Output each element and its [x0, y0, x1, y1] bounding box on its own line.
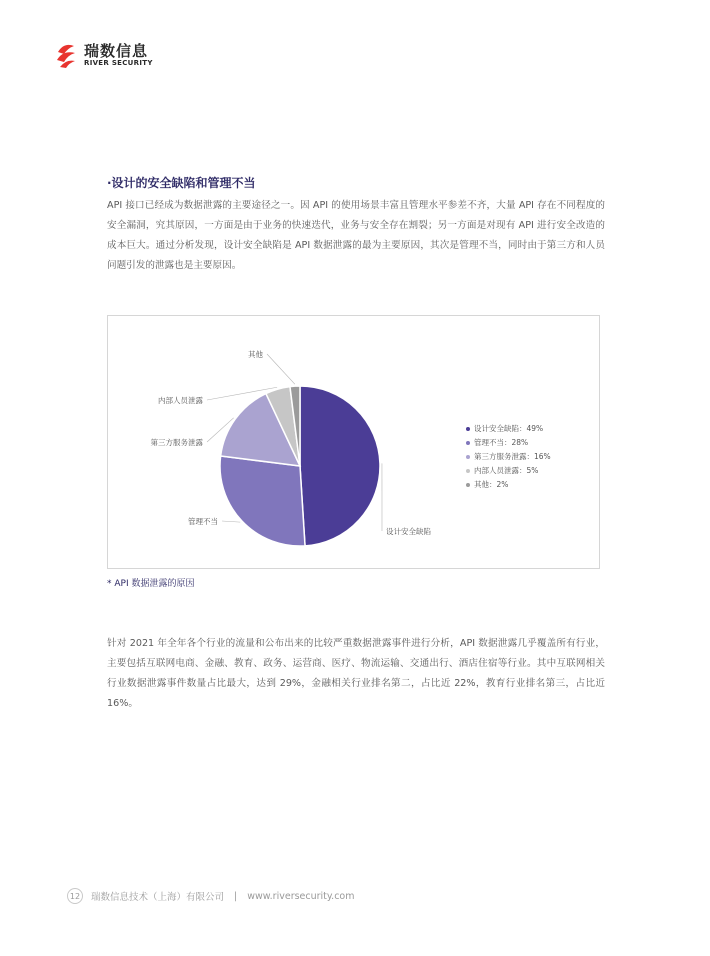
legend-dot-icon [466, 483, 470, 487]
company-logo [54, 40, 153, 70]
legend-dot-icon [466, 441, 470, 445]
figure-caption: * API 数据泄露的原因 [107, 579, 195, 589]
legend-label: 内部人员泄露：5% [474, 466, 539, 475]
legend-label: 设计安全缺陷：49% [474, 424, 544, 433]
pie-slice-1 [220, 456, 305, 546]
footer-separator: | [234, 890, 238, 902]
pie-chart-frame [107, 315, 600, 569]
page-number: 12 [67, 888, 83, 904]
slice-label-1: 管理不当 [188, 517, 218, 526]
legend-item-1 [466, 436, 551, 450]
section-title: ·设计的安全缺陷和管理不当 [107, 176, 256, 190]
legend-dot-icon [466, 469, 470, 473]
legend-dot-icon [466, 427, 470, 431]
logo-mark-icon [54, 40, 78, 70]
slice-label-0: 设计安全缺陷 [386, 527, 431, 536]
legend-dot-icon [466, 455, 470, 459]
leader-line-4 [267, 354, 295, 384]
footer-url[interactable]: www.riversecurity.com [247, 890, 355, 902]
legend-label: 其他：2% [474, 480, 509, 489]
page-footer [67, 888, 354, 904]
pie-slice-0 [300, 386, 380, 546]
legend-item-3 [466, 464, 551, 478]
slice-label-3: 内部人员泄露 [158, 396, 203, 405]
footer-company: 瑞数信息技术（上海）有限公司 [91, 892, 225, 903]
legend-item-4 [466, 478, 551, 492]
slice-label-4: 其他 [248, 350, 263, 359]
legend-label: 管理不当：28% [474, 438, 529, 447]
logo-chinese-text: 瑞数信息 [84, 41, 149, 60]
legend-item-2 [466, 450, 551, 464]
intro-paragraph: API 接口已经成为数据泄露的主要途径之一。因 API 的使用场景丰富且管理水平参差不齐，大量 API 存在不同程度的安全漏洞，究其原因，一方面是由于业务的快速迭代，业务与安全存在割裂；另一方面是对现有 API 进行安全改造的成本巨大。通过分析发现，设计安全缺陷是 API 数据泄露的最为主要原因，其次是管理不当，同时由于第三方和人员问题引发的泄露也是主要原因。 [107, 200, 605, 271]
leader-line-1 [222, 521, 240, 522]
logo-english-text: RIVER SECURITY [84, 58, 153, 67]
industry-paragraph: 针对 2021 年全年各个行业的流量和公布出来的比较严重数据泄露事件进行分析，API 数据泄露几乎覆盖所有行业，主要包括互联网电商、金融、教育、政务、运营商、医疗、物流运输、交通出行、酒店住宿等行业。其中互联网相关行业数据泄露事件数量占比最大，达到 29%，金融相关行业排名第二，占比近 22%，教育行业排名第三，占比近 16%。 [107, 638, 605, 709]
chart-legend [466, 422, 551, 492]
legend-item-0 [466, 422, 551, 436]
slice-label-2: 第三方服务泄露 [150, 438, 203, 447]
legend-label: 第三方服务泄露：16% [474, 452, 551, 461]
